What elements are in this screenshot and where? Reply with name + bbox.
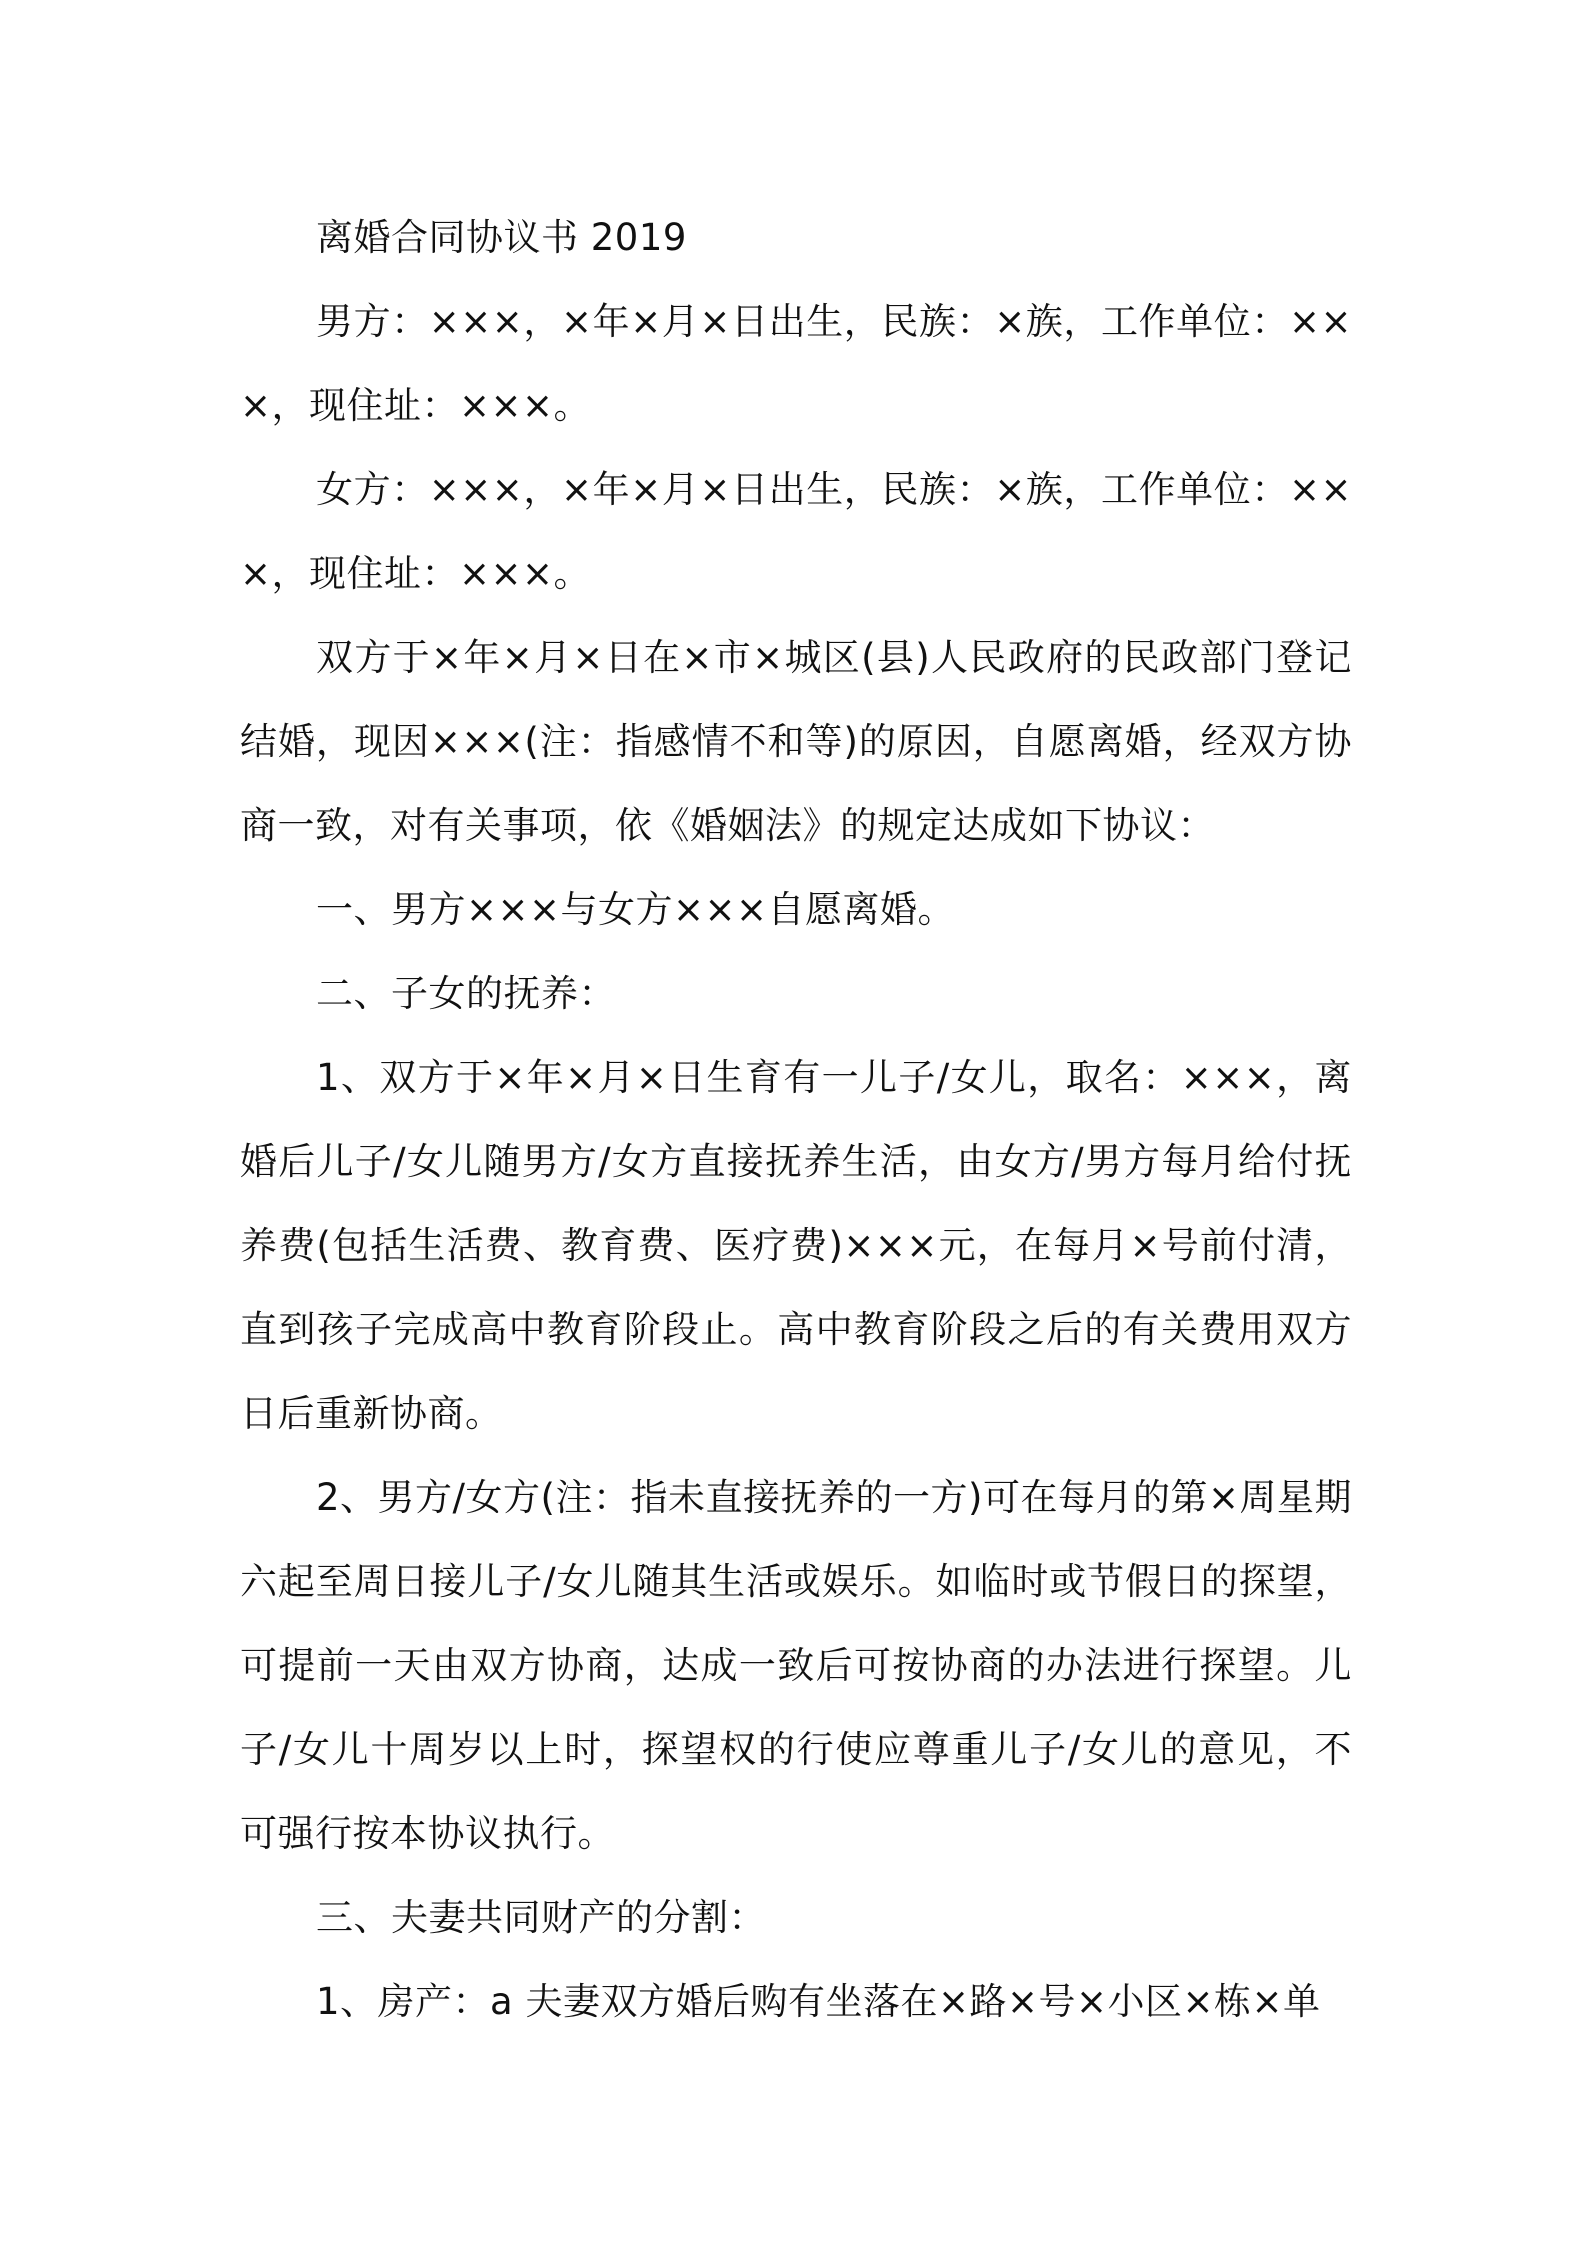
paragraph-clause-2-item-2: 2、男方/女方(注：指未直接抚养的一方)可在每月的第×周星期六起至周日接儿子/女儿随其生活或娱乐。如临时或节假日的探望，可提前一天由双方协商，达成一致后可按协商的办法进行探望。儿子/女儿十周岁以上时，探望权的行使应尊重儿子/女儿的意见，不可强行按本协议执行。	[240, 1476, 1352, 1855]
paragraph-marriage-background: 双方于×年×月×日在×市×城区(县)人民政府的民政部门登记结婚，现因×××(注：指感情不和等)的原因，自愿离婚，经双方协商一致，对有关事项，依《婚姻法》的规定达成如下协议：	[240, 636, 1352, 847]
paragraph-husband-info: 男方：×××，×年×月×日出生，民族：×族，工作单位：×××，现住址：×××。	[240, 300, 1352, 427]
paragraph-clause-1: 一、男方×××与女方×××自愿离婚。	[316, 888, 956, 931]
document-page	[240, 196, 1352, 2044]
paragraph-clause-3-item-1: 1、房产：a 夫妻双方婚后购有坐落在×路×号×小区×栋×单	[316, 1980, 1321, 2023]
paragraph-wife-info: 女方：×××，×年×月×日出生，民族：×族，工作单位：×××，现住址：×××。	[240, 468, 1352, 595]
paragraph-clause-3-heading: 三、夫妻共同财产的分割：	[316, 1896, 766, 1939]
paragraph-clause-2-item-1: 1、双方于×年×月×日生育有一儿子/女儿，取名：×××，离婚后儿子/女儿随男方/女方直接抚养生活，由女方/男方每月给付抚养费(包括生活费、教育费、医疗费)×××元，在每月×号前付清，直到孩子完成高中教育阶段止。高中教育阶段之后的有关费用双方日后重新协商。	[240, 1056, 1352, 1435]
document-title: 离婚合同协议书 2019	[316, 216, 687, 259]
paragraph-clause-2-heading: 二、子女的抚养：	[316, 972, 616, 1015]
